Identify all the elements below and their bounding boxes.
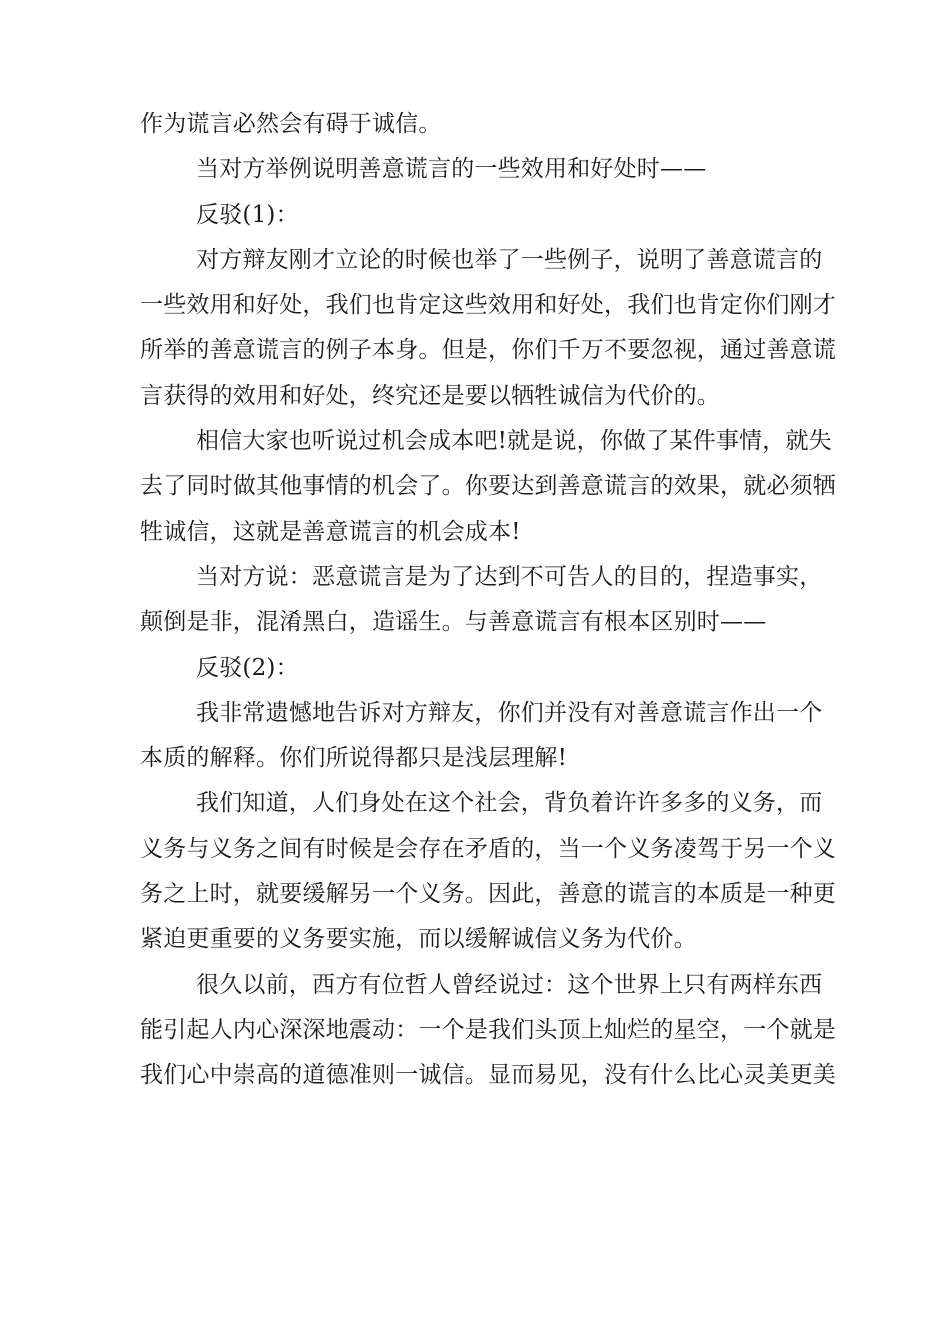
text-line: 言获得的效用和好处，终究还是要以牺牲诚信为代价的。 — [140, 382, 720, 409]
text-line: 当对方说：恶意谎言是为了达到不可告人的目的，捏造事实， — [196, 563, 823, 590]
text-line: 反驳(2)： — [196, 654, 299, 681]
text-line: 能引起人内心深深地震动：一个是我们头顶上灿烂的星空，一个就是 — [140, 1016, 836, 1043]
text-line: 对方辩友刚才立论的时候也举了一些例子，说明了善意谎言的 — [196, 246, 823, 273]
text-line: 我们知道，人们身处在这个社会，背负着许许多多的义务，而 — [196, 790, 823, 817]
text-line: 当对方举例说明善意谎言的一些效用和好处时—— — [196, 156, 707, 183]
text-line: 很久以前，西方有位哲人曾经说过：这个世界上只有两样东西 — [196, 971, 823, 998]
text-line: 反驳(1)： — [196, 201, 299, 228]
document-body — [140, 102, 836, 1099]
text-line: 牲诚信，这就是善意谎言的机会成本! — [140, 518, 521, 545]
text-line: 义务与义务之间有时候是会存在矛盾的，当一个义务凌驾于另一个义 — [140, 835, 836, 862]
text-line: 相信大家也听说过机会成本吧!就是说，你做了某件事情，就失 — [196, 428, 832, 455]
text-line: 我非常遗憾地告诉对方辩友，你们并没有对善意谎言作出一个 — [196, 699, 823, 726]
text-line: 去了同时做其他事情的机会了。你要达到善意谎言的效果，就必须牺 — [140, 473, 836, 500]
text-line: 颠倒是非，混淆黑白，造谣生。与善意谎言有根本区别时—— — [140, 609, 767, 636]
text-line: 务之上时，就要缓解另一个义务。因此，善意的谎言的本质是一种更 — [140, 881, 836, 908]
text-line: 所举的善意谎言的例子本身。但是，你们千万不要忽视，通过善意谎 — [140, 337, 836, 364]
text-line: 我们心中崇高的道德准则一诚信。显而易见，没有什么比心灵美更美 — [140, 1062, 836, 1089]
text-line: 一些效用和好处，我们也肯定这些效用和好处，我们也肯定你们刚才 — [140, 292, 836, 319]
text-line: 本质的解释。你们所说得都只是浅层理解! — [140, 745, 568, 772]
text-line: 作为谎言必然会有碍于诚信。 — [140, 111, 442, 137]
text-line: 紧迫更重要的义务要实施，而以缓解诚信义务为代价。 — [140, 926, 697, 953]
